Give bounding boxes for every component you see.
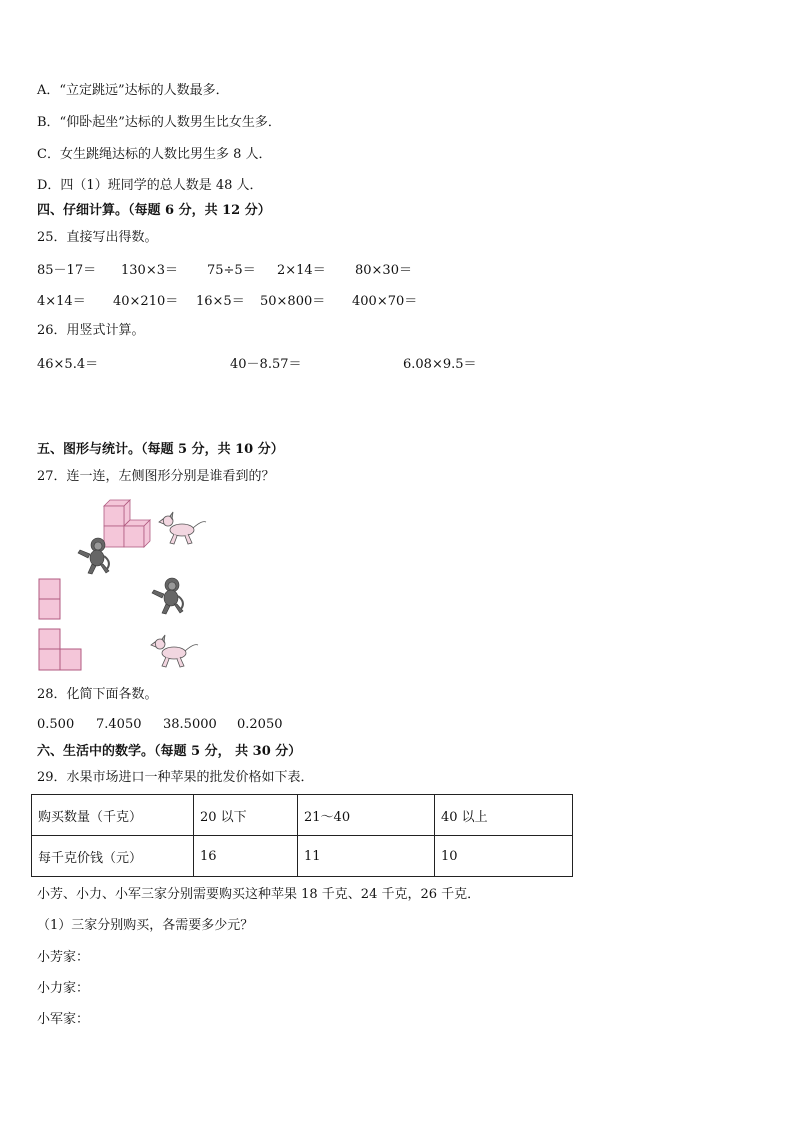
section5-title: 五、图形与统计。（每题 5 分，共 10 分） bbox=[37, 442, 284, 457]
calc-item: 50×800＝ bbox=[260, 294, 326, 309]
calc-item: 40－8.57＝ bbox=[230, 357, 302, 372]
option-b: B．“仰卧起坐”达标的人数男生比女生多． bbox=[37, 115, 281, 130]
numbers-row bbox=[37, 717, 757, 735]
section6-title: 六、生活中的数学。（每题 5 分， 共 30 分） bbox=[37, 744, 302, 759]
table-cell: 20 以下 bbox=[194, 795, 298, 836]
question-27: 27．连一连，左侧图形分别是谁看到的？ bbox=[37, 469, 275, 484]
question-28: 28．化简下面各数。 bbox=[37, 687, 158, 702]
view-figure-l-shape bbox=[38, 628, 83, 672]
calc-item: 4×14＝ bbox=[37, 294, 86, 309]
calc-item: 46×5.4＝ bbox=[37, 357, 99, 372]
monkey-icon bbox=[76, 536, 114, 576]
question-26: 26．用竖式计算。 bbox=[37, 323, 145, 338]
family-xiaofang: 小芳家： bbox=[37, 950, 90, 965]
number-item: 0.2050 bbox=[237, 717, 283, 732]
problem-description: 小芳、小力、小军三家分别需要购买这种苹果 18 千克、24 千克，26 千克． bbox=[37, 887, 481, 902]
question-25: 25．直接写出得数。 bbox=[37, 230, 158, 245]
price-table bbox=[31, 794, 573, 877]
calc-item: 6.08×9.5＝ bbox=[403, 357, 477, 372]
table-row bbox=[32, 836, 573, 877]
table-cell: 10 bbox=[435, 836, 573, 877]
calc-row-1 bbox=[37, 259, 757, 277]
sub-question-1: （1）三家分别购买，各需要多少元？ bbox=[37, 918, 254, 933]
table-cell: 每千克价钱（元） bbox=[32, 836, 194, 877]
monkey-icon bbox=[150, 576, 188, 616]
calc-item: 85－17＝ bbox=[37, 263, 97, 278]
view-figure-column bbox=[38, 578, 62, 621]
table-row bbox=[32, 795, 573, 836]
family-xiaojun: 小军家： bbox=[37, 1012, 90, 1027]
option-c: C．女生跳绳达标的人数比男生多 8 人． bbox=[37, 147, 272, 162]
calc-item: 400×70＝ bbox=[352, 294, 418, 309]
calc-item: 80×30＝ bbox=[355, 263, 412, 278]
calc-item: 16×5＝ bbox=[196, 294, 245, 309]
number-item: 7.4050 bbox=[96, 717, 142, 732]
option-a: A．“立定跳远”达标的人数最多． bbox=[37, 83, 229, 98]
number-item: 38.5000 bbox=[163, 717, 217, 732]
table-cell: 40 以上 bbox=[435, 795, 573, 836]
table-cell: 21～40 bbox=[298, 795, 435, 836]
calc-item: 40×210＝ bbox=[113, 294, 179, 309]
calc-item: 130×3＝ bbox=[121, 263, 178, 278]
number-item: 0.500 bbox=[37, 717, 75, 732]
section4-title: 四、仔细计算。（每题 6 分，共 12 分） bbox=[37, 203, 271, 218]
question-29: 29．水果市场进口一种苹果的批发价格如下表． bbox=[37, 770, 314, 785]
table-cell: 11 bbox=[298, 836, 435, 877]
calc-item: 75÷5＝ bbox=[207, 263, 256, 278]
table-cell: 购买数量（千克） bbox=[32, 795, 194, 836]
table-cell: 16 bbox=[194, 836, 298, 877]
family-xiaoli: 小力家： bbox=[37, 981, 90, 996]
option-d: D．四（1）班同学的总人数是 48 人． bbox=[37, 178, 263, 193]
calc-item: 2×14＝ bbox=[277, 263, 326, 278]
calc-row-2 bbox=[37, 290, 757, 308]
dog-icon bbox=[150, 633, 200, 673]
calc-row-3 bbox=[37, 353, 757, 371]
dog-icon bbox=[158, 510, 208, 550]
